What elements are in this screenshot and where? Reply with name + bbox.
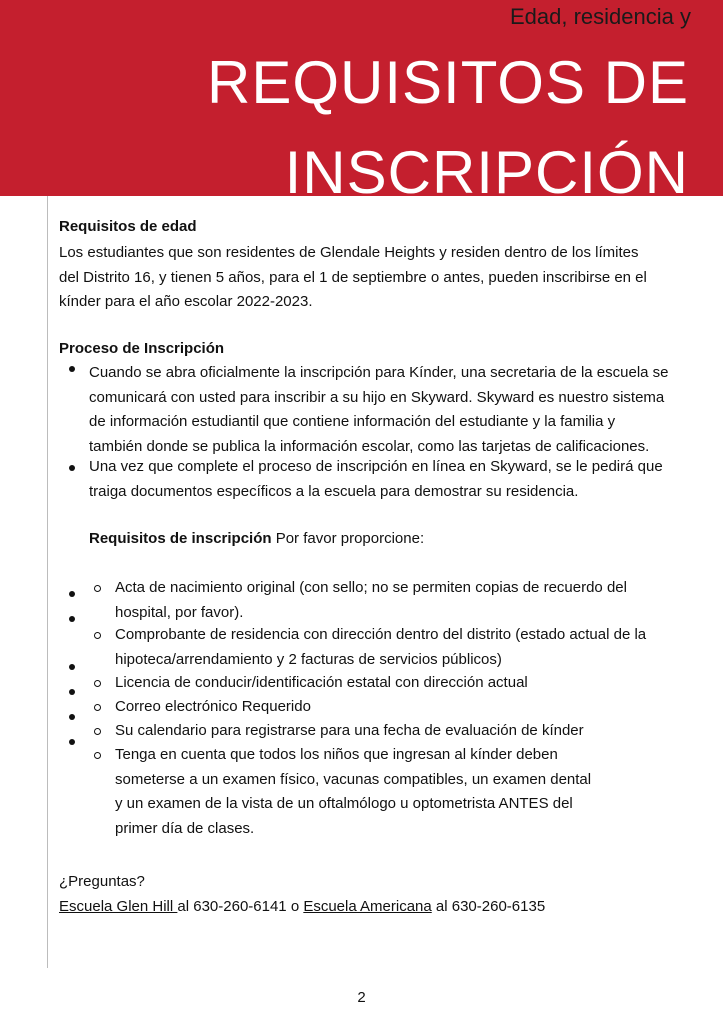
questions-heading: ¿Preguntas? [59, 873, 145, 890]
requirement-line: y un examen de la vista de un oftalmólogo u optometrista ANTES del [115, 795, 573, 812]
requirements-intro-text: Por favor proporcione: [271, 530, 425, 547]
bullet-icon [69, 591, 75, 597]
circle-bullet-icon [94, 632, 101, 639]
contact-line [59, 895, 545, 920]
requirement-item: Licencia de conducir/identificación estatal con dirección actual [115, 674, 528, 691]
age-heading: Requisitos de edad [59, 218, 197, 235]
left-margin-rule [47, 196, 48, 968]
requirement-line: Acta de nacimiento original (con sello; no se permiten copias de recuerdo del [115, 579, 627, 596]
circle-bullet-icon [94, 585, 101, 592]
page-number: 2 [357, 989, 366, 1006]
process-heading: Proceso de Inscripción [59, 340, 225, 357]
process-line: traiga documentos específicos a la escuela para demostrar su residencia. [89, 482, 579, 500]
requirement-line: hospital, por favor). [115, 603, 244, 621]
bullet-icon [69, 366, 75, 372]
process-line: también donde se publica la información escolar, como las tarjetas de calificaciones. [89, 437, 650, 455]
requirement-item [115, 576, 627, 625]
process-line: Cuando se abra oficialmente la inscripción para Kínder, una secretaria de la escuela se [89, 364, 669, 381]
process-line: de información estudiantil que contiene información del estudiante y la familia y [89, 413, 616, 430]
requirements-heading: Requisitos de inscripción [89, 530, 272, 547]
phone-2-text: al 630-260-6135 [431, 898, 546, 915]
americana-school-link[interactable]: Escuela Americana [303, 898, 432, 915]
header-title-line-1: REQUISITOS DE [207, 49, 689, 116]
process-line: comunicará con usted para inscribir a su hijo en Skyward. Skyward es nuestro sistema [89, 388, 665, 406]
header-banner [0, 0, 723, 206]
requirements-intro [89, 527, 424, 552]
age-line: kínder para el año escolar 2022-2023. [59, 293, 313, 310]
requirement-line: hipoteca/arrendamiento y 2 facturas de servicios públicos) [115, 650, 502, 668]
age-paragraph [59, 241, 647, 315]
glen-hill-school-link[interactable]: Escuela Glen Hill [59, 898, 178, 915]
bullet-icon [69, 739, 75, 745]
age-line: Los estudiantes que son residentes de Glendale Heights y residen dentro de los límites [59, 244, 639, 261]
requirement-line: primer día de clases. [115, 819, 255, 837]
bullet-icon [69, 465, 75, 471]
requirement-item [115, 623, 646, 672]
bullet-icon [69, 616, 75, 622]
requirement-item: Su calendario para registrarse para una fecha de evaluación de kínder [115, 722, 584, 739]
requirement-item: Correo electrónico Requerido [115, 698, 311, 715]
bullet-icon [69, 689, 75, 695]
bullet-icon [69, 664, 75, 670]
circle-bullet-icon [94, 680, 101, 687]
requirement-line: Comprobante de residencia con dirección dentro del distrito (estado actual de la [115, 626, 647, 643]
requirement-line: someterse a un examen físico, vacunas compatibles, un examen dental [115, 770, 592, 788]
process-item [89, 361, 669, 459]
header-subtitle: Edad, residencia y [510, 4, 691, 29]
bullet-icon [69, 714, 75, 720]
circle-bullet-icon [94, 704, 101, 711]
process-item [89, 455, 663, 504]
circle-bullet-icon [94, 752, 101, 759]
header-title-line-2: INSCRIPCIÓN [284, 139, 689, 206]
age-line: del Distrito 16, y tienen 5 años, para el 1 de septiembre o antes, pueden inscribirse en el [59, 268, 647, 286]
phone-1-text: al 630-260-6141 o [177, 898, 304, 915]
process-line: Una vez que complete el proceso de inscripción en línea en Skyward, se le pedirá que [89, 458, 663, 475]
circle-bullet-icon [94, 728, 101, 735]
requirement-item [115, 743, 591, 841]
requirement-line: Tenga en cuenta que todos los niños que ingresan al kínder deben [115, 746, 558, 763]
